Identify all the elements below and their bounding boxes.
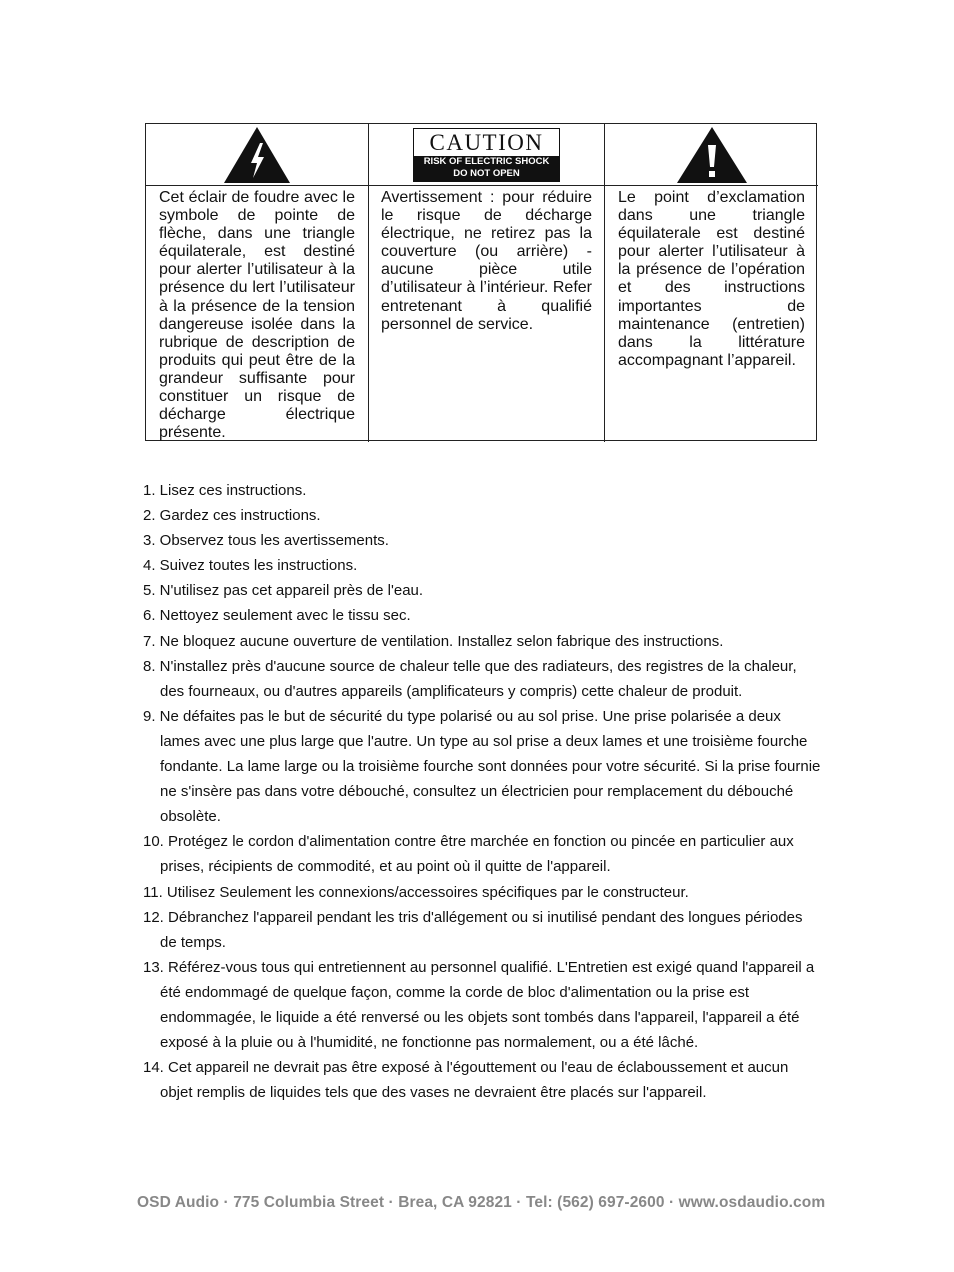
list-item: 4. Suivez toutes les instructions. [143, 557, 358, 575]
exclamation-warning-icon [676, 126, 748, 184]
list-item: 12. Débranchez l'appareil pendant les tris d'allégement ou si inutilisé pendant des longues périodes de temps. [143, 908, 803, 951]
list-item: 1. Lisez ces instructions. [143, 482, 307, 499]
exclamation-cell [605, 124, 818, 186]
lightning-description: Cet éclair de foudre avec le symbole de pointe de flèche, dans une triangle équilaterale, est destiné pour alerter l’utilisateur à la présence du lert l’utilisateur à la présence de la tension dangereuse isolée dans la rubrique de description de produits qui peut être de la grandeur suffisante pour constituer un risque de décharge électrique présente. [146, 186, 369, 442]
caution-word: CAUTION [429, 129, 544, 155]
caution-description: Avertissement : pour réduire le risque de décharge électrique, ne retirez pas la couverture (ou arrière) - aucune pièce utile d’utilisateur à l’intérieur. Refer entretenant à qualifié personnel de service. [369, 186, 605, 442]
list-item: 11. Utilisez Seulement les connexions/accessoires spécifiques par le constructeur. [143, 883, 689, 901]
caution-band [414, 156, 559, 181]
caution-line-2: DO NOT OPEN [453, 168, 520, 179]
exclamation-description: Le point d’exclamation dans une triangle équilaterale est destiné pour alerter l’utilisateur à la présence de l’opération et des instructions importantes de maintenance (entretien) dans la littérature accompagnant l’appareil. [618, 189, 805, 369]
caution-logo-cell [369, 124, 605, 186]
caution-line-1: RISK OF ELECTRIC SHOCK [423, 156, 550, 167]
lightning-bolt-warning-icon [223, 126, 291, 184]
caution-table [145, 123, 817, 441]
page-footer: OSD Audio · 775 Columbia Street · Brea, CA 92821 · Tel: (562) 697-2600 · www.osdaudio.com [137, 1194, 826, 1211]
list-item: 6. Nettoyez seulement avec le tissu sec. [143, 607, 411, 625]
list-item: 3. Observez tous les avertissements. [143, 532, 389, 550]
list-item: 10. Protégez le cordon d'alimentation contre être marchée en fonction ou pincée en particulier aux prises, récipients de commodité, et au point où il quitte de l'appareil. [143, 833, 794, 876]
list-item: 8. N'installez près d'aucune source de chaleur telle que des radiateurs, des registres de la chaleur, des fourneaux, ou d'autres appareils (amplificateurs y compris) cette chaleur de produit. [143, 657, 797, 700]
list-item: 13. Référez-vous tous qui entretiennent au personnel qualifié. L'Entretien est exigé quand l'appareil a été endommagé de quelque façon, comme la corde de bloc d'alimentation ou la prise est endommagée, le liquide a été renversé ou les objets sont tombés dans l'appareil, l'appareil a été exposé à la pluie ou à l'humidité, ne fonctionne pas normalement, ou a été lâché. [143, 958, 815, 1052]
list-item: 14. Cet appareil ne devrait pas être exposé à l'égouttement ou l'eau de éclaboussement et aucun objet remplis de liquides tels que des vases ne devraient être placés sur l'appareil. [143, 1059, 789, 1102]
list-item: 9. Ne défaites pas le but de sécurité du type polarisé ou au sol prise. Une prise polarisée a deux lames avec une plus large que l'autre. Un type au sol prise a deux lames et une troisième fourche fondante. La lame large ou la troisième fourche sont données pour votre sécurité. Si la prise fournie ne s'insère pas dans votre débouché, consultez un électricien pour remplacement du débouché obsolète. [143, 707, 821, 826]
safety-instructions-list [143, 478, 823, 1105]
list-item: 2. Gardez ces instructions. [143, 507, 321, 525]
list-item: 7. Ne bloquez aucune ouverture de ventilation. Installez selon fabrique des instructions. [143, 632, 724, 650]
caution-logo [413, 128, 560, 182]
lightning-cell [146, 124, 369, 186]
list-item: 5. N'utilisez pas cet appareil près de l'eau. [143, 582, 424, 600]
